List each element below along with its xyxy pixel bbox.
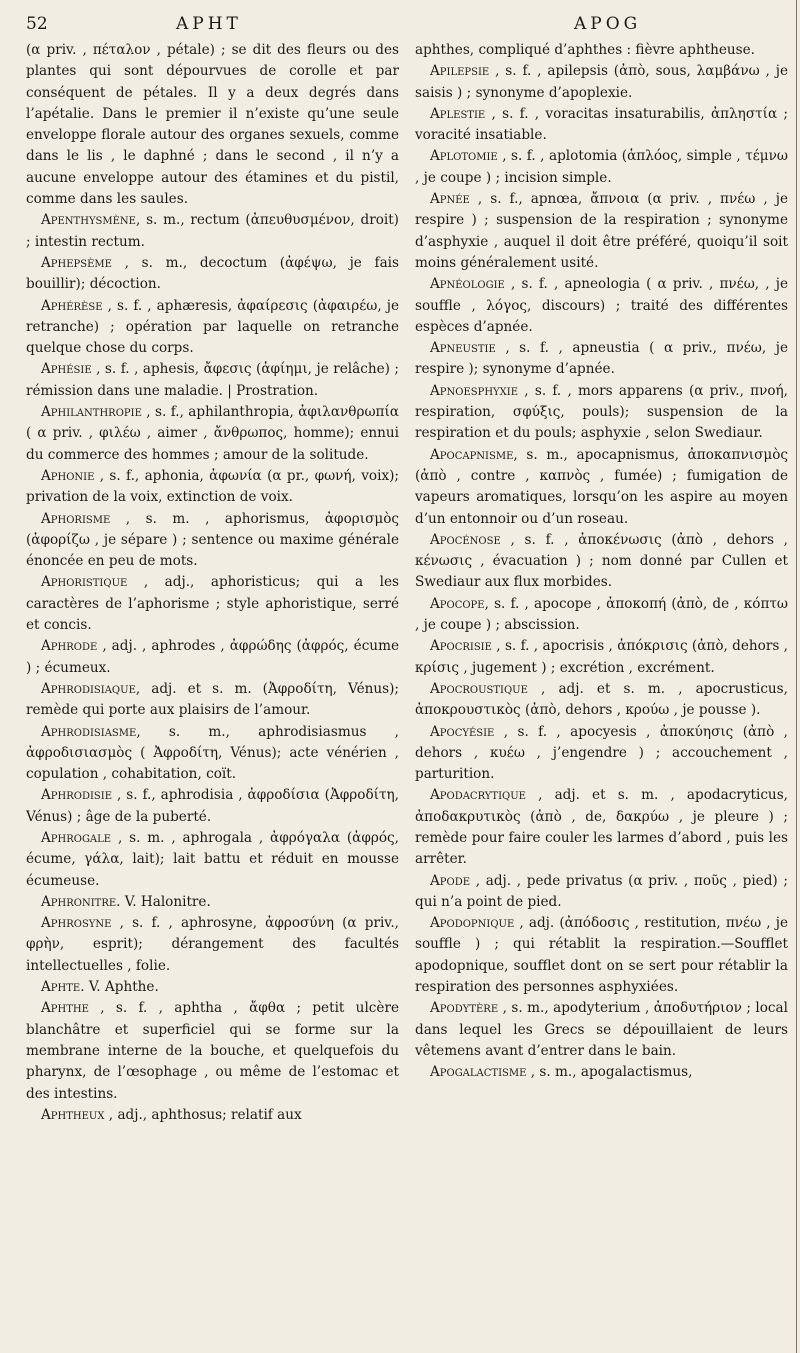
left-column: [26, 40, 399, 1126]
dictionary-entry: [26, 998, 399, 1104]
entry-headword: Apodopnique: [429, 915, 515, 932]
dictionary-entry: [415, 913, 788, 998]
entry-headword: Apocénose: [429, 531, 501, 548]
entry-headword: Aphilanthropie: [40, 404, 142, 421]
entry-headword: Aphésie: [40, 361, 92, 378]
entry-definition: , s. f. , ἀποκένωσις (ἀπὸ , dehors , κένωσις , évacuation ) ; nom donné par Cullen et Swediaur aux flux morbides.: [415, 531, 789, 591]
entry-definition: , s. f. , aplotomia (ἁπλόος, simple , τέμνω , je coupe ) ; incision simple.: [415, 148, 788, 186]
entry-headword: Aphonie: [40, 467, 95, 484]
entry-headword: Apode: [429, 872, 471, 889]
entry-definition: , s. f., aphrodisia , ἀφροδίσια (Ἀφροδίτη, Vénus) ; âge de la puberté.: [26, 787, 399, 825]
dictionary-entry: [26, 1105, 399, 1126]
dictionary-entry: [415, 189, 788, 274]
entry-headword: Apodytère: [429, 1000, 499, 1017]
dictionary-entry: [415, 274, 788, 338]
entry-definition: , s. f. , aphrosyne, ἀφροσύνη (α priv., φρὴν, esprit); dérangement des facultés intellectuelles , folie.: [26, 915, 400, 974]
entry-headword: Apocrisie: [429, 638, 492, 655]
dictionary-entry: [26, 466, 399, 509]
dictionary-entry: [26, 359, 399, 402]
dictionary-entry: [415, 381, 788, 445]
page-header: [26, 4, 788, 40]
page-number: 52: [26, 14, 48, 34]
entry-headword: Aphérèse: [40, 297, 103, 314]
entry-definition: , s. m., apogalactismus,: [530, 1064, 693, 1081]
entry-headword: Aphrodisiaque,: [40, 680, 141, 697]
dictionary-entry: [26, 977, 399, 998]
entry-definition: adj. et s. m. (Ἀφροδίτη, Vénus); remède qui porte aux plaisirs de l’amour.: [26, 680, 399, 719]
dictionary-entry: [26, 253, 399, 296]
dictionary-entry: [26, 679, 399, 722]
entry-definition: , s. m., apodyterium , ἀποδυτήριον ; local dans lequel les Grecs se dépouillaient de leurs vêtemens avant d’entrer dans le bain.: [415, 1000, 788, 1059]
entry-definition: , adj. (ἀπόδοσις , restitution, πνέω , je souffle ) ; qui rétablit la respiration.—Soufflet apodopnique, soufflet dont on se sert pour rétablir la respiration des personnes asphyxiées.: [415, 915, 789, 996]
dictionary-entry: [415, 61, 788, 104]
dictionary-entry: [26, 572, 399, 636]
dictionary-entry: [26, 892, 399, 913]
text-columns: [26, 40, 788, 1126]
entry-definition: , s. m. , aphorismus, ἀφορισμὸς (ἀφορίζω , je sépare ) ; sentence ou maxime générale énoncée en peu de mots.: [26, 510, 399, 570]
dictionary-entry: [415, 722, 788, 786]
entry-definition: , s. m., decoctum (ἀφέψω, je fais bouillir); décoction.: [26, 254, 399, 293]
entry-definition: s. m., rectum (ἀπευθυσμένον, droit) ; intestin rectum.: [26, 212, 399, 250]
dictionary-entry: [26, 296, 399, 360]
dictionary-entry: [26, 913, 399, 977]
dictionary-entry: [415, 871, 788, 914]
entry-definition: , s. f. , apocrisis , ἀπόκρισις (ἀπὸ, dehors , κρίσις , jugement ) ; excrétion , excrément.: [415, 638, 788, 676]
dictionary-entry: [415, 998, 788, 1062]
dictionary-entry: [26, 402, 399, 466]
dictionary-entry: [415, 40, 788, 61]
entry-headword: Apenthysmène,: [40, 212, 141, 229]
entry-definition: V. Aphthe.: [88, 979, 159, 996]
entry-definition: , s. m. , aphrogala , ἀφρόγαλα (ἀφρός, écume, γάλα, lait); lait battu et réduit en mousse écumeuse.: [26, 829, 399, 889]
entry-headword: Aphrodisie: [40, 787, 113, 804]
entry-headword: Aphorisme: [40, 510, 111, 527]
entry-definition: , adj. et s. m. , apodacryticus, ἀποδακρυτικὸς (ἀπὸ , de, δακρύω , je pleure ) ; remède pour faire couler les larmes d’abord , puis les arrêter.: [415, 787, 788, 868]
entry-headword: Apocroustique: [429, 680, 528, 697]
dictionary-entry: [26, 828, 399, 892]
dictionary-entry: [415, 445, 788, 530]
entry-headword: Aphronitre.: [40, 893, 121, 910]
dictionary-entry: [415, 530, 788, 594]
dictionary-entry: [415, 104, 788, 147]
page-edge-rule: [796, 0, 797, 1353]
entry-headword: Aphrogale: [40, 829, 112, 846]
running-head-left: APHT: [176, 14, 242, 34]
dictionary-entry: [26, 785, 399, 828]
entry-definition: , s. f. , apilepsis (ἀπὸ, sous, λαμβάνω , je saisis ) ; synonyme d’apoplexie.: [415, 63, 788, 101]
dictionary-entry: [26, 636, 399, 679]
entry-headword: Apogalactisme: [429, 1064, 527, 1081]
entry-headword: Aphoristique: [40, 574, 128, 591]
entry-headword: Aplotomie: [429, 148, 498, 165]
entry-definition: , s. f. , aphtha , ἄφθα ; petit ulcère blanchâtre et superficiel qui se forme sur la membrane interne de la bouche, et quelquefois du pharynx, de l’œsophage , ou même de l’estomac et des intestins.: [26, 1000, 399, 1102]
right-column: [415, 40, 788, 1126]
entry-headword: Apocope,: [429, 595, 489, 612]
entry-headword: Apocapnisme,: [429, 446, 518, 463]
entry-definition: s. m., apocapnismus, ἀποκαπνισμὸς (ἀπὸ , contre , καπνὸς , fumée) ; fumigation de vapeurs aromatiques, lorsqu’on les aspire au moyen d’un entonnoir ou d’un roseau.: [415, 446, 788, 527]
entry-definition: , adj., aphthosus; relatif aux: [108, 1106, 302, 1123]
entry-headword: Apilepsie: [429, 63, 490, 80]
dictionary-entry: [415, 636, 788, 679]
dictionary-entry: [415, 594, 788, 637]
entry-definition: , adj., aphoristicus; qui a les caractères de l’aphorisme ; style aphoristique, serré et concis.: [26, 574, 399, 634]
entry-definition: , adj. , aphrodes , ἀφρώδης (ἀφρός, écume ) ; écumeux.: [26, 638, 399, 676]
entry-definition: , s. f., aphonia, ἀφωνία (α pr., φωνή, voix); privation de la voix, extinction de voix.: [26, 467, 399, 506]
entry-headword: Apneustie: [429, 340, 496, 357]
entry-headword: Aphthe: [40, 1000, 89, 1017]
entry-headword: Apocyésie: [429, 723, 495, 740]
running-head-right: APOG: [574, 14, 642, 34]
dictionary-entry: [415, 785, 788, 870]
entry-definition: , s. f., aphilanthropia, ἀφιλανθρωπία ( α priv. , φιλέω , aimer , ἄνθρωπος, homme); ennui du commerce des hommes ; amour de la solitude.: [26, 404, 399, 463]
entry-definition: , s. f. , mors apparens (α priv., πνοή, respiration, σφύξις, pouls); suspension de la respiration et du pouls; asphyxie , selon Swediaur.: [415, 382, 788, 442]
entry-definition: , adj. et s. m. , apocrusticus, ἀποκρουστικὸς (ἀπὸ, dehors , κρούω , je pousse ).: [415, 680, 788, 719]
dictionary-entry: [415, 338, 788, 381]
entry-definition: , s. f. , apocyesis , ἀποκύησις (ἀπὸ , dehors , κυέω , j’engendre ) ; accouchement , parturition.: [415, 723, 789, 783]
entry-definition: , s. f. , apneologia ( α priv. , πνέω, , je souffle , λόγος, discours) ; traité des différentes espèces d’apnée.: [415, 276, 789, 335]
dictionary-entry: [415, 1062, 788, 1083]
dictionary-entry: [26, 40, 399, 210]
dictionary-entry: [26, 210, 399, 253]
entry-definition: (α priv. , πέταλον , pétale) ; se dit des fleurs ou des plantes qui sont dépourvues de corolle et par conséquent de pétales. Il y a deux degrés dans l’apétalie. Dans le premier il n’existe qu’une seule enveloppe florale autour des organes sexuels, comme dans le lis , le daphné ; dans le second , il n’y a aucune enveloppe autour des étamines et du pistil, comme dans les saules.: [26, 42, 399, 208]
entry-definition: aphthes, compliqué d’aphthes : fièvre aphtheuse.: [415, 42, 755, 58]
entry-definition: s. f. , apocope , ἀποκοπή (ἀπὸ, de , κόπτω , je coupe ) ; abscission.: [415, 595, 788, 634]
entry-headword: Aphrode: [40, 638, 98, 655]
entry-definition: s. m., aphrodisiasmus , ἀφροδισιασμὸς ( Ἀφροδίτη, Vénus); acte vénérien , copulation , cohabitation, coït.: [26, 723, 399, 783]
entry-headword: Aphtheux: [40, 1106, 105, 1123]
entry-headword: Apodacrytique: [429, 787, 526, 804]
entry-headword: Apnée: [429, 191, 470, 208]
entry-definition: , s. f., apnœa, ἄπνοια (α priv. , πνέω , je respire ) ; suspension de la respiration ; synonyme d’asphyxie , auquel il doit être préféré, quoiqu’il soit moins généralement usité.: [415, 191, 788, 271]
entry-headword: Apnoesphyxie: [429, 382, 519, 399]
dictionary-entry: [415, 146, 788, 189]
entry-headword: Aphrodisiasme,: [40, 723, 141, 740]
entry-headword: Apnéologie: [429, 276, 505, 293]
dictionary-entry: [26, 509, 399, 573]
entry-definition: , s. f. , apneustia ( α priv., πνέω, je respire ); synonyme d’apnée.: [415, 340, 789, 378]
entry-definition: V. Halonitre.: [124, 893, 211, 910]
dictionary-entry: [26, 722, 399, 786]
entry-headword: Aphrosyne: [40, 915, 112, 932]
entry-definition: , s. f. , aphæresis, ἀφαίρεσις (ἀφαιρέω, je retranche) ; opération par laquelle on retranche quelque chose du corps.: [26, 297, 400, 357]
entry-definition: , adj. , pede privatus (α priv. , ποῦς , pied) ; qui n’a point de pied.: [415, 872, 788, 910]
dictionary-entry: [415, 679, 788, 722]
entry-definition: , s. f. , voracitas insaturabilis, ἀπληστία ; voracité insatiable.: [415, 105, 788, 144]
entry-headword: Aplestie: [429, 105, 486, 122]
entry-headword: Aphepsème: [40, 254, 112, 271]
entry-headword: Aphte.: [40, 979, 85, 996]
entry-definition: , s. f. , aphesis, ἄφεσις (ἀφίημι, je relâche) ; rémission dans une maladie. | Prostration.: [26, 361, 400, 399]
